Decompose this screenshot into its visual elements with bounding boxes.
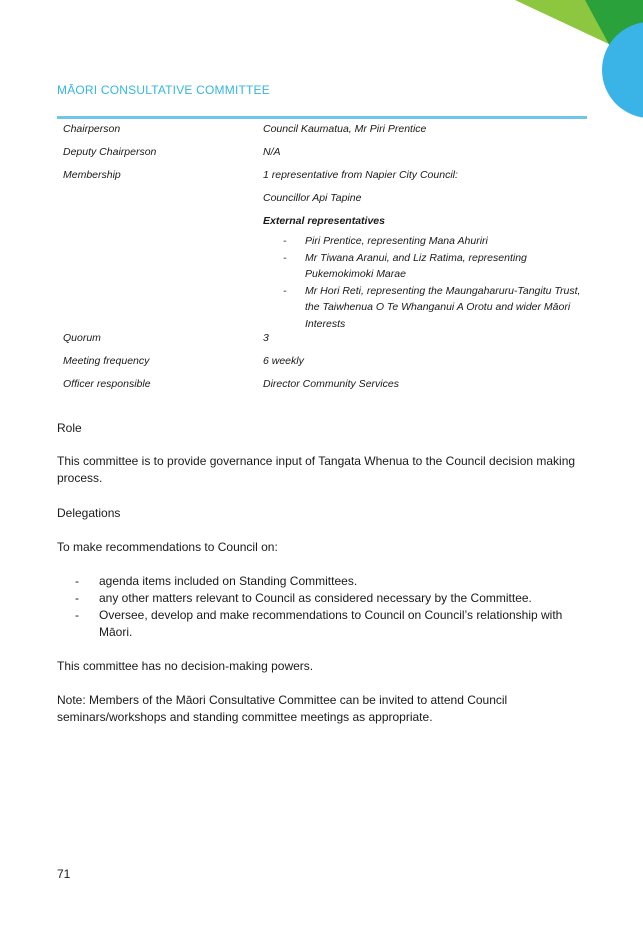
frequency-label: Meeting frequency xyxy=(63,355,150,367)
row-frequency xyxy=(57,355,587,378)
list-item: - any other matters relevant to Council as considered necessary by the Committee. xyxy=(57,590,587,607)
list-item: - Piri Prentice, representing Mana Ahuriri xyxy=(263,233,587,250)
corner-decoration xyxy=(0,0,643,120)
list-item: - Oversee, develop and make recommendations to Council on Council’s relationship with Māori. xyxy=(57,607,587,641)
quorum-value: 3 xyxy=(263,332,269,344)
page-title: MĀORI CONSULTATIVE COMMITTEE xyxy=(57,83,270,97)
row-quorum xyxy=(57,332,587,355)
chairperson-value: Council Kaumatua, Mr Piri Prentice xyxy=(263,123,427,135)
chairperson-label: Chairperson xyxy=(63,123,121,135)
role-text: This committee is to provide governance input of Tangata Whenua to the Council decision making process. xyxy=(57,454,576,485)
row-chairperson xyxy=(57,123,587,146)
membership-value: 1 representative from Napier City Council: xyxy=(263,169,458,181)
officer-label: Officer responsible xyxy=(63,378,151,390)
blue-circle-shape xyxy=(602,22,643,118)
role-heading: Role xyxy=(57,421,82,435)
delegations-section xyxy=(57,505,587,726)
quorum-label: Quorum xyxy=(63,332,101,344)
delegations-heading: Delegations xyxy=(57,506,121,520)
external-list xyxy=(263,233,587,332)
row-membership xyxy=(57,169,587,332)
officer-value: Director Community Services xyxy=(263,378,399,390)
powers-text: This committee has no decision-making powers. xyxy=(57,659,314,673)
role-section xyxy=(57,420,587,487)
frequency-value: 6 weekly xyxy=(263,355,304,367)
note-text: Note: Members of the Māori Consultative Committee can be invited to attend Council seminars/workshops and standing committee meetings as appropriate. xyxy=(57,693,508,724)
title-divider xyxy=(57,116,587,119)
green-light-shape xyxy=(515,0,643,60)
row-deputy xyxy=(57,146,587,169)
list-item: - Mr Tiwana Aranui, and Liz Ratima, representing Pukemokimoki Marae xyxy=(263,250,587,283)
green-dark-shape xyxy=(585,0,643,50)
deputy-value: N/A xyxy=(263,146,281,158)
committee-info-table xyxy=(57,123,587,401)
councillor-value: Councillor Api Tapine xyxy=(263,192,362,204)
row-officer xyxy=(57,378,587,401)
membership-value-block xyxy=(263,169,587,332)
delegations-intro: To make recommendations to Council on: xyxy=(57,540,278,554)
list-item: - Mr Hori Reti, representing the Maungaharuru-Tangitu Trust, the Taiwhenua O Te Whanganui A Orotu and wider Māori Interests xyxy=(263,283,587,333)
membership-label: Membership xyxy=(63,169,121,181)
page-number: 71 xyxy=(57,867,71,881)
delegations-list xyxy=(57,573,587,641)
external-heading: External representatives xyxy=(263,215,385,227)
deputy-label: Deputy Chairperson xyxy=(63,146,157,158)
list-item: - agenda items included on Standing Committees. xyxy=(57,573,587,590)
